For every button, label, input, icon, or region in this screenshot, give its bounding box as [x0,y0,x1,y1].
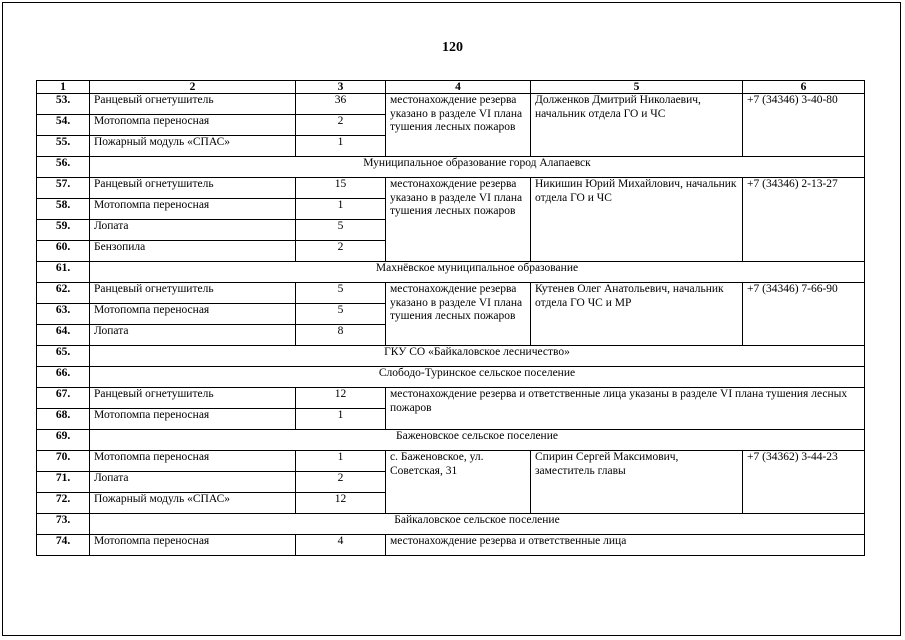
table-row [37,535,865,556]
item-quantity: 4 [296,535,386,556]
table-row [37,388,865,409]
row-number: 61. [37,262,90,283]
item-name: Пожарный модуль «СПАС» [90,493,296,514]
header-row [37,81,865,94]
item-quantity: 1 [296,409,386,430]
item-name: Мотопомпа переносная [90,409,296,430]
row-number: 71. [37,472,90,493]
location-and-contacts: местонахождение резерва и ответственные лица [386,535,865,556]
item-quantity: 36 [296,94,386,115]
responsible-person: Кутенев Олег Анатольевич, начальник отдела ГО ЧС и МР [531,283,743,346]
row-number: 64. [37,325,90,346]
row-number: 73. [37,514,90,535]
reserve-location: местонахождение резерва указано в разделе VI плана тушения лесных пожаров [386,178,531,262]
row-number: 69. [37,430,90,451]
section-title: Муниципальное образование город Алапаевск [90,157,865,178]
reserve-location: с. Баженовское, ул. Советская, 31 [386,451,531,514]
item-quantity: 12 [296,493,386,514]
row-number: 54. [37,115,90,136]
phone-number: +7 (34346) 2-13-27 [743,178,865,262]
row-number: 58. [37,199,90,220]
reserve-location: местонахождение резерва указано в разделе VI плана тушения лесных пожаров [386,94,531,157]
item-name: Ранцевый огнетушитель [90,94,296,115]
item-quantity: 12 [296,388,386,409]
section-row [37,346,865,367]
section-row [37,262,865,283]
section-row [37,514,865,535]
reserve-location: местонахождение резерва указано в разделе VI плана тушения лесных пожаров [386,283,531,346]
responsible-person: Никишин Юрий Михайлович, начальник отдела ГО и ЧС [531,178,743,262]
phone-number: +7 (34362) 3-44-23 [743,451,865,514]
table-row [37,451,865,472]
row-number: 62. [37,283,90,304]
item-quantity: 1 [296,136,386,157]
column-header: 3 [296,81,386,94]
column-header: 4 [386,81,531,94]
item-name: Мотопомпа переносная [90,304,296,325]
item-quantity: 8 [296,325,386,346]
column-header: 2 [90,81,296,94]
item-quantity: 1 [296,199,386,220]
item-quantity: 5 [296,283,386,304]
section-row [37,367,865,388]
section-title: Байкаловское сельское поселение [90,514,865,535]
row-number: 72. [37,493,90,514]
item-quantity: 2 [296,241,386,262]
section-row [37,157,865,178]
item-name: Лопата [90,325,296,346]
row-number: 67. [37,388,90,409]
page-number: 120 [442,40,463,55]
item-name: Ранцевый огнетушитель [90,388,296,409]
row-number: 57. [37,178,90,199]
row-number: 55. [37,136,90,157]
item-name: Мотопомпа переносная [90,451,296,472]
item-name: Ранцевый огнетушитель [90,283,296,304]
item-name: Мотопомпа переносная [90,199,296,220]
item-quantity: 5 [296,220,386,241]
row-number: 74. [37,535,90,556]
table-body [37,81,865,556]
item-name: Бензопила [90,241,296,262]
item-quantity: 1 [296,451,386,472]
section-title: Слободо-Туринское сельское поселение [90,367,865,388]
row-number: 56. [37,157,90,178]
row-number: 53. [37,94,90,115]
table-row [37,178,865,199]
section-title: ГКУ СО «Байкаловское лесничество» [90,346,865,367]
column-header: 5 [531,81,743,94]
row-number: 66. [37,367,90,388]
phone-number: +7 (34346) 3-40-80 [743,94,865,157]
row-number: 65. [37,346,90,367]
column-header: 1 [37,81,90,94]
responsible-person: Долженков Дмитрий Николаевич, начальник отдела ГО и ЧС [531,94,743,157]
item-name: Мотопомпа переносная [90,535,296,556]
item-quantity: 2 [296,472,386,493]
item-name: Мотопомпа переносная [90,115,296,136]
location-and-contacts: местонахождение резерва и ответственные лица указаны в разделе VI плана тушения лесных пожаров [386,388,865,430]
section-row [37,430,865,451]
item-quantity: 2 [296,115,386,136]
section-title: Махнёвское муниципальное образование [90,262,865,283]
item-quantity: 5 [296,304,386,325]
item-name: Пожарный модуль «СПАС» [90,136,296,157]
responsible-person: Спирин Сергей Максимович, заместитель главы [531,451,743,514]
resource-table [36,80,865,556]
table-row [37,94,865,115]
item-name: Ранцевый огнетушитель [90,178,296,199]
table-row [37,283,865,304]
item-name: Лопата [90,220,296,241]
item-name: Лопата [90,472,296,493]
row-number: 59. [37,220,90,241]
row-number: 60. [37,241,90,262]
item-quantity: 15 [296,178,386,199]
row-number: 70. [37,451,90,472]
section-title: Баженовское сельское поселение [90,430,865,451]
column-header: 6 [743,81,865,94]
phone-number: +7 (34346) 7-66-90 [743,283,865,346]
row-number: 63. [37,304,90,325]
row-number: 68. [37,409,90,430]
